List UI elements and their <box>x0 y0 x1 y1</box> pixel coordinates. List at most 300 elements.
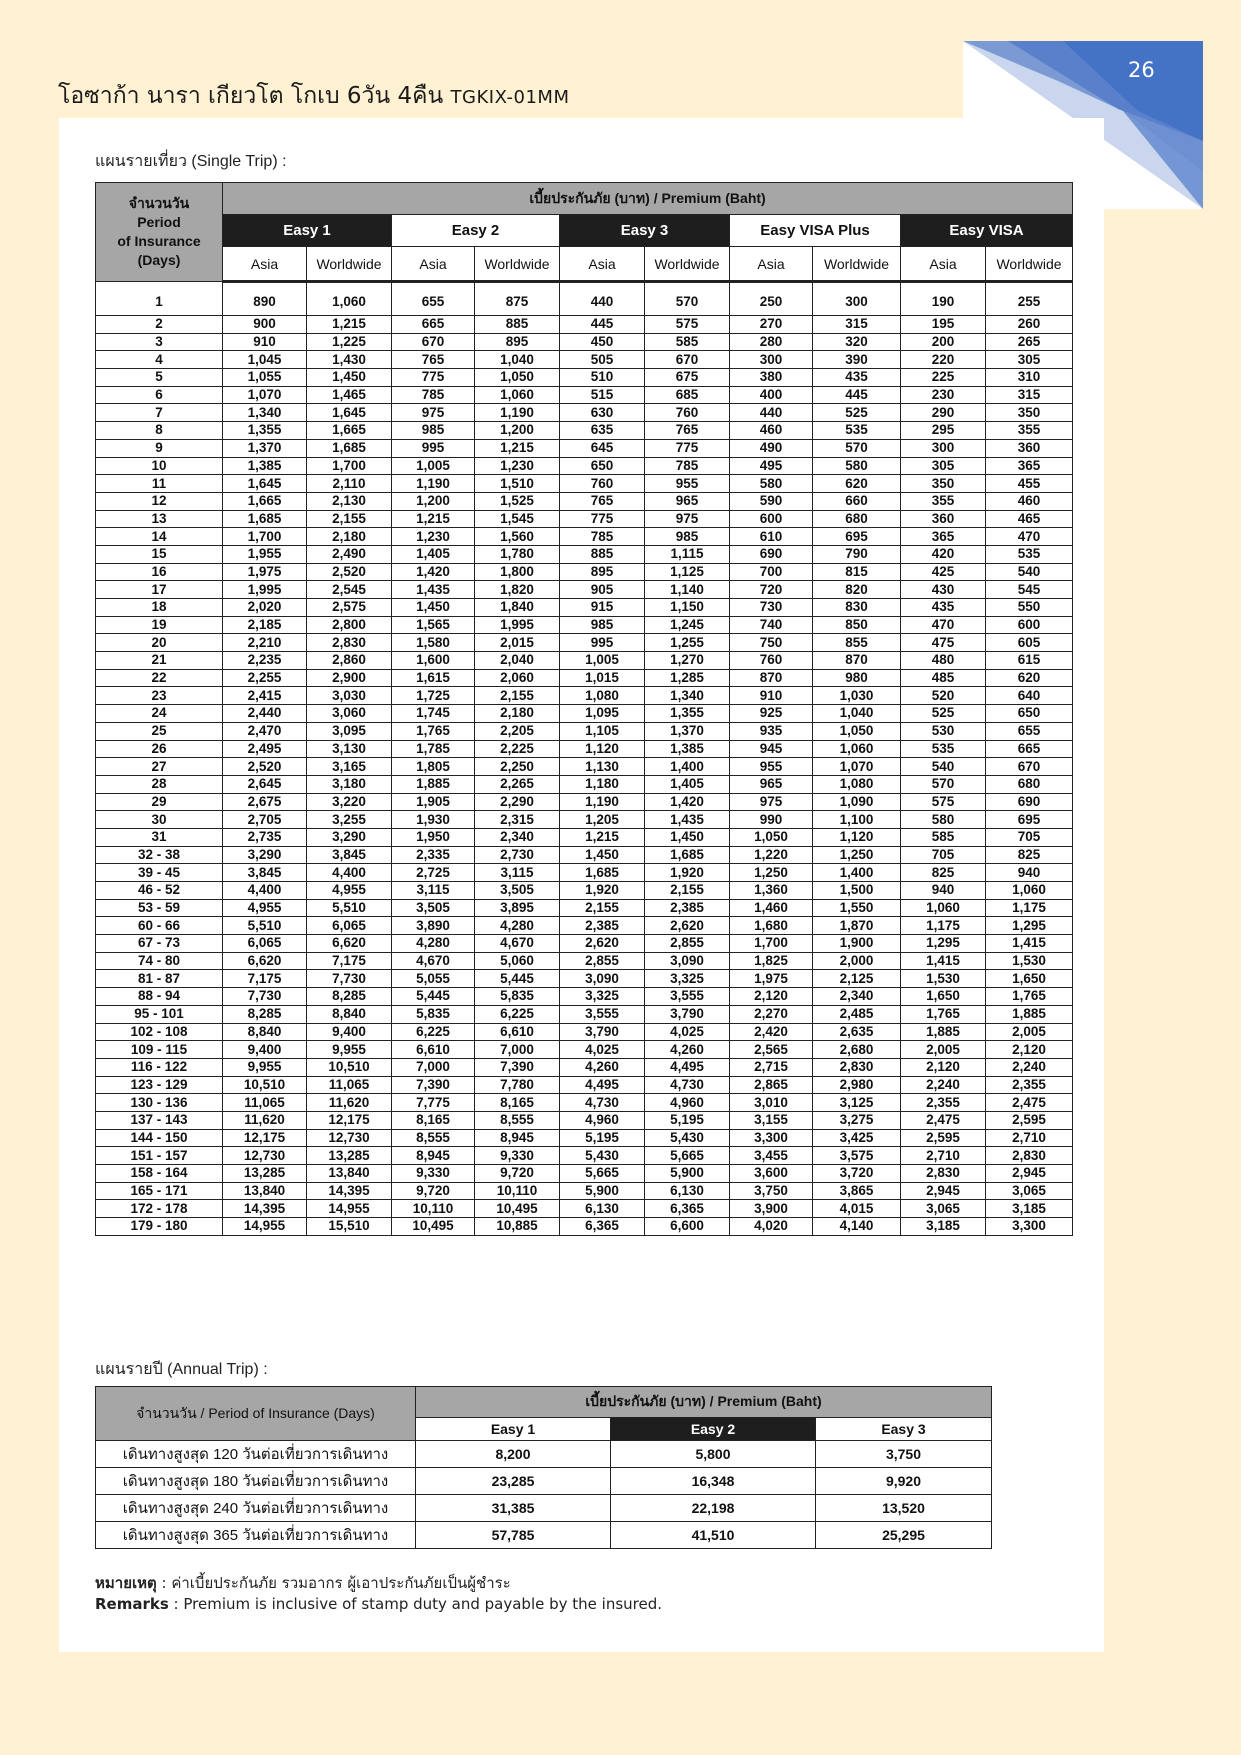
premium-cell: 11,065 <box>223 1094 307 1112</box>
premium-cell: 435 <box>901 599 986 617</box>
premium-cell: 1,665 <box>223 492 307 510</box>
period-cell: 19 <box>96 616 223 634</box>
premium-cell: 2,355 <box>901 1094 986 1112</box>
premium-cell: 1,180 <box>560 775 645 793</box>
premium-cell: 980 <box>813 669 901 687</box>
premium-cell: 300 <box>901 439 986 457</box>
premium-cell: 420 <box>901 545 986 563</box>
premium-cell: 230 <box>901 386 986 404</box>
period-cell: 165 - 171 <box>96 1182 223 1200</box>
premium-cell: 7,390 <box>392 1076 475 1094</box>
premium-cell: 8,840 <box>223 1023 307 1041</box>
premium-cell: 2,490 <box>307 545 392 563</box>
premium-cell: 8,165 <box>392 1111 475 1129</box>
period-cell: 5 <box>96 369 223 387</box>
premium-cell: 1,090 <box>813 793 901 811</box>
premium-cell: 1,885 <box>901 1023 986 1041</box>
plan-header: Easy VISA <box>901 215 1073 247</box>
premium-cell: 4,280 <box>392 935 475 953</box>
table-row <box>96 1041 1073 1059</box>
premium-cell: 3,325 <box>560 988 645 1006</box>
period-cell: 81 - 87 <box>96 970 223 988</box>
period-cell: 6 <box>96 386 223 404</box>
table-row <box>96 917 1073 935</box>
premium-cell: 1,190 <box>475 404 560 422</box>
annual-trip-title: แผนรายปี (Annual Trip) : <box>95 1361 268 1378</box>
premium-cell: 355 <box>901 492 986 510</box>
table-row <box>96 1182 1073 1200</box>
premium-cell: 975 <box>730 793 813 811</box>
premium-cell: 315 <box>986 386 1073 404</box>
period-cell: 60 - 66 <box>96 917 223 935</box>
premium-cell: 1,995 <box>475 616 560 634</box>
period-cell: 30 <box>96 811 223 829</box>
premium-cell: 6,600 <box>645 1218 730 1236</box>
premium-cell: 11,620 <box>307 1094 392 1112</box>
premium-cell: 305 <box>901 457 986 475</box>
period-cell: 102 - 108 <box>96 1023 223 1041</box>
premium-cell: 455 <box>986 475 1073 493</box>
premium-cell: 1,650 <box>901 988 986 1006</box>
premium-cell: 1,580 <box>392 634 475 652</box>
premium-cell: 645 <box>560 439 645 457</box>
premium-cell: 1,370 <box>645 722 730 740</box>
premium-cell: 4,730 <box>645 1076 730 1094</box>
premium-cell: 4,955 <box>223 899 307 917</box>
premium-cell: 1,230 <box>475 457 560 475</box>
region-header-worldwide: Worldwide <box>645 247 730 282</box>
premium-cell: 475 <box>901 634 986 652</box>
premium-cell: 535 <box>813 422 901 440</box>
premium-cell: 945 <box>730 740 813 758</box>
premium-cell: 460 <box>730 422 813 440</box>
premium-cell: 600 <box>986 616 1073 634</box>
premium-cell: 305 <box>986 351 1073 369</box>
premium-cell: 3,900 <box>730 1200 813 1218</box>
premium-cell: 2,710 <box>901 1147 986 1165</box>
table-row <box>96 669 1073 687</box>
period-cell: 4 <box>96 351 223 369</box>
premium-cell: 2,705 <box>223 811 307 829</box>
premium-cell: 1,955 <box>223 545 307 563</box>
premium-cell: 825 <box>901 864 986 882</box>
table-row <box>96 528 1073 546</box>
table-row <box>96 386 1073 404</box>
table-row <box>96 1441 992 1468</box>
premium-cell: 1,685 <box>645 846 730 864</box>
premium-cell: 1,920 <box>645 864 730 882</box>
premium-cell: 540 <box>986 563 1073 581</box>
premium-cell: 9,955 <box>223 1058 307 1076</box>
premium-cell: 7,780 <box>475 1076 560 1094</box>
premium-cell: 995 <box>560 634 645 652</box>
premium-cell: 1,175 <box>986 899 1073 917</box>
premium-cell: 1,725 <box>392 687 475 705</box>
table-row <box>96 1165 1073 1183</box>
premium-cell: 3,220 <box>307 793 392 811</box>
premium-cell: 1,785 <box>392 740 475 758</box>
premium-cell: 815 <box>813 563 901 581</box>
premium-cell: 1,355 <box>223 422 307 440</box>
premium-cell: 9,330 <box>475 1147 560 1165</box>
period-cell: 109 - 115 <box>96 1041 223 1059</box>
premium-cell: 2,155 <box>560 899 645 917</box>
annual-plan-header: Easy 3 <box>816 1418 992 1441</box>
premium-cell: 10,885 <box>475 1218 560 1236</box>
premium-cell: 765 <box>645 422 730 440</box>
premium-cell: 5,835 <box>392 1005 475 1023</box>
premium-cell: 6,225 <box>475 1005 560 1023</box>
premium-cell: 670 <box>986 758 1073 776</box>
premium-cell: 7,000 <box>475 1041 560 1059</box>
premium-cell: 3,790 <box>560 1023 645 1041</box>
table-row <box>96 775 1073 793</box>
premium-cell: 2,800 <box>307 616 392 634</box>
premium-cell: 1,450 <box>307 369 392 387</box>
annual-premium-cell: 3,750 <box>816 1441 992 1468</box>
premium-cell: 7,730 <box>307 970 392 988</box>
premium-cell: 10,510 <box>307 1058 392 1076</box>
period-cell: 14 <box>96 528 223 546</box>
period-cell: 20 <box>96 634 223 652</box>
premium-cell: 1,105 <box>560 722 645 740</box>
premium-cell: 655 <box>392 282 475 316</box>
premium-cell: 1,900 <box>813 935 901 953</box>
premium-cell: 8,165 <box>475 1094 560 1112</box>
table-row <box>96 793 1073 811</box>
premium-cell: 2,855 <box>645 935 730 953</box>
premium-cell: 2,120 <box>986 1041 1073 1059</box>
premium-cell: 640 <box>986 687 1073 705</box>
premium-cell: 2,385 <box>645 899 730 917</box>
premium-cell: 1,385 <box>645 740 730 758</box>
premium-cell: 3,255 <box>307 811 392 829</box>
premium-cell: 1,405 <box>645 775 730 793</box>
premium-cell: 4,140 <box>813 1218 901 1236</box>
premium-cell: 2,495 <box>223 740 307 758</box>
premium-cell: 2,005 <box>986 1023 1073 1041</box>
premium-cell: 1,060 <box>901 899 986 917</box>
premium-cell: 5,445 <box>392 988 475 1006</box>
premium-cell: 7,175 <box>307 952 392 970</box>
table-row <box>96 616 1073 634</box>
premium-cell: 870 <box>813 652 901 670</box>
premium-cell: 350 <box>901 475 986 493</box>
premium-cell: 3,325 <box>645 970 730 988</box>
premium-cell: 2,545 <box>307 581 392 599</box>
premium-cell: 380 <box>730 369 813 387</box>
premium-cell: 350 <box>986 404 1073 422</box>
tour-code: TGKIX-01MM <box>450 87 570 108</box>
premium-cell: 360 <box>901 510 986 528</box>
premium-cell: 5,195 <box>560 1129 645 1147</box>
premium-cell: 1,565 <box>392 616 475 634</box>
premium-cell: 2,000 <box>813 952 901 970</box>
premium-cell: 635 <box>560 422 645 440</box>
premium-cell: 2,860 <box>307 652 392 670</box>
premium-cell: 14,955 <box>307 1200 392 1218</box>
premium-cell: 1,870 <box>813 917 901 935</box>
premium-cell: 1,215 <box>560 828 645 846</box>
premium-cell: 3,720 <box>813 1165 901 1183</box>
premium-cell: 5,430 <box>645 1129 730 1147</box>
premium-cell: 1,100 <box>813 811 901 829</box>
premium-cell: 7,390 <box>475 1058 560 1076</box>
premium-cell: 990 <box>730 811 813 829</box>
table-row <box>96 1058 1073 1076</box>
premium-cell: 11,620 <box>223 1111 307 1129</box>
premium-header: เบี้ยประกันภัย (บาท) / Premium (Baht) <box>223 183 1073 215</box>
premium-cell: 550 <box>986 599 1073 617</box>
premium-cell: 3,425 <box>813 1129 901 1147</box>
premium-cell: 4,960 <box>645 1094 730 1112</box>
premium-cell: 6,225 <box>392 1023 475 1041</box>
premium-cell: 435 <box>813 369 901 387</box>
premium-cell: 1,285 <box>645 669 730 687</box>
premium-cell: 270 <box>730 316 813 334</box>
annual-premium-cell: 31,385 <box>416 1495 611 1522</box>
premium-cell: 1,685 <box>307 439 392 457</box>
premium-cell: 775 <box>392 369 475 387</box>
premium-cell: 3,455 <box>730 1147 813 1165</box>
premium-cell: 1,340 <box>645 687 730 705</box>
premium-cell: 610 <box>730 528 813 546</box>
premium-cell: 1,190 <box>392 475 475 493</box>
period-cell: 24 <box>96 705 223 723</box>
premium-cell: 940 <box>986 864 1073 882</box>
plan-header: Easy VISA Plus <box>730 215 901 247</box>
premium-cell: 480 <box>901 652 986 670</box>
table-row <box>96 599 1073 617</box>
premium-cell: 580 <box>730 475 813 493</box>
table-row <box>96 282 1073 316</box>
premium-cell: 2,315 <box>475 811 560 829</box>
premium-cell: 1,200 <box>475 422 560 440</box>
premium-cell: 1,415 <box>901 952 986 970</box>
period-cell: 53 - 59 <box>96 899 223 917</box>
premium-cell: 3,130 <box>307 740 392 758</box>
plan-header: Easy 1 <box>223 215 392 247</box>
premium-cell: 1,885 <box>986 1005 1073 1023</box>
page-title <box>58 78 569 114</box>
annual-trip-table <box>95 1386 992 1549</box>
premium-cell: 1,005 <box>560 652 645 670</box>
period-header-line1: Period <box>137 214 181 230</box>
period-cell: 130 - 136 <box>96 1094 223 1112</box>
table-row <box>96 1076 1073 1094</box>
period-cell: 123 - 129 <box>96 1076 223 1094</box>
premium-cell: 2,155 <box>475 687 560 705</box>
period-header <box>96 183 223 282</box>
premium-cell: 580 <box>813 457 901 475</box>
remarks-en <box>95 1594 662 1615</box>
premium-cell: 3,505 <box>392 899 475 917</box>
premium-cell: 14,955 <box>223 1218 307 1236</box>
premium-cell: 2,335 <box>392 846 475 864</box>
premium-cell: 1,225 <box>307 333 392 351</box>
premium-cell: 400 <box>730 386 813 404</box>
premium-cell: 850 <box>813 616 901 634</box>
premium-cell: 4,020 <box>730 1218 813 1236</box>
premium-cell: 2,255 <box>223 669 307 687</box>
premium-cell: 8,945 <box>475 1129 560 1147</box>
premium-cell: 675 <box>645 369 730 387</box>
premium-cell: 425 <box>901 563 986 581</box>
premium-cell: 4,670 <box>392 952 475 970</box>
premium-cell: 1,120 <box>560 740 645 758</box>
premium-cell: 10,110 <box>475 1182 560 1200</box>
premium-cell: 1,420 <box>392 563 475 581</box>
premium-cell: 685 <box>645 386 730 404</box>
premium-cell: 2,470 <box>223 722 307 740</box>
premium-cell: 3,065 <box>986 1182 1073 1200</box>
premium-cell: 750 <box>730 634 813 652</box>
premium-cell: 885 <box>475 316 560 334</box>
premium-cell: 2,595 <box>901 1129 986 1147</box>
premium-cell: 4,280 <box>475 917 560 935</box>
period-cell: 3 <box>96 333 223 351</box>
premium-cell: 1,125 <box>645 563 730 581</box>
premium-cell: 740 <box>730 616 813 634</box>
period-cell: 15 <box>96 545 223 563</box>
premium-cell: 2,210 <box>223 634 307 652</box>
premium-cell: 3,060 <box>307 705 392 723</box>
premium-cell: 3,010 <box>730 1094 813 1112</box>
premium-cell: 13,285 <box>307 1147 392 1165</box>
premium-cell: 1,230 <box>392 528 475 546</box>
premium-cell: 1,650 <box>986 970 1073 988</box>
period-cell: 13 <box>96 510 223 528</box>
premium-cell: 2,270 <box>730 1005 813 1023</box>
premium-cell: 895 <box>475 333 560 351</box>
premium-cell: 1,050 <box>730 828 813 846</box>
region-header-asia: Asia <box>392 247 475 282</box>
premium-cell: 13,840 <box>223 1182 307 1200</box>
premium-cell: 995 <box>392 439 475 457</box>
premium-cell: 2,620 <box>645 917 730 935</box>
premium-cell: 15,510 <box>307 1218 392 1236</box>
premium-cell: 2,865 <box>730 1076 813 1094</box>
premium-cell: 2,235 <box>223 652 307 670</box>
premium-cell: 220 <box>901 351 986 369</box>
premium-cell: 1,040 <box>813 705 901 723</box>
premium-cell: 1,115 <box>645 545 730 563</box>
premium-cell: 4,670 <box>475 935 560 953</box>
premium-cell: 1,550 <box>813 899 901 917</box>
premium-cell: 9,720 <box>475 1165 560 1183</box>
premium-cell: 9,955 <box>307 1041 392 1059</box>
premium-cell: 1,370 <box>223 439 307 457</box>
premium-cell: 765 <box>560 492 645 510</box>
premium-cell: 630 <box>560 404 645 422</box>
premium-cell: 14,395 <box>223 1200 307 1218</box>
annual-period-cell: เดินทางสูงสุด 240 วันต่อเที่ยวการเดินทาง <box>96 1495 416 1522</box>
premium-cell: 2,635 <box>813 1023 901 1041</box>
premium-cell: 3,165 <box>307 758 392 776</box>
premium-cell: 1,450 <box>645 828 730 846</box>
premium-cell: 1,765 <box>392 722 475 740</box>
premium-cell: 200 <box>901 333 986 351</box>
premium-cell: 1,950 <box>392 828 475 846</box>
premium-cell: 7,775 <box>392 1094 475 1112</box>
premium-cell: 5,835 <box>475 988 560 1006</box>
premium-cell: 1,385 <box>223 457 307 475</box>
premium-cell: 4,400 <box>223 882 307 900</box>
premium-cell: 535 <box>901 740 986 758</box>
table-row <box>96 457 1073 475</box>
table-row <box>96 422 1073 440</box>
premium-cell: 1,560 <box>475 528 560 546</box>
table-row <box>96 1468 992 1495</box>
premium-cell: 665 <box>392 316 475 334</box>
table-row <box>96 1200 1073 1218</box>
premium-cell: 985 <box>645 528 730 546</box>
premium-cell: 695 <box>986 811 1073 829</box>
period-cell: 116 - 122 <box>96 1058 223 1076</box>
table-row <box>96 652 1073 670</box>
period-cell: 31 <box>96 828 223 846</box>
premium-cell: 6,620 <box>223 952 307 970</box>
premium-cell: 5,510 <box>307 899 392 917</box>
premium-cell: 1,295 <box>986 917 1073 935</box>
premium-cell: 1,150 <box>645 599 730 617</box>
premium-cell: 910 <box>223 333 307 351</box>
single-trip-title: แผนรายเที่ยว (Single Trip) : <box>95 153 287 170</box>
premium-cell: 1,340 <box>223 404 307 422</box>
remarks-thai <box>95 1573 662 1594</box>
premium-cell: 1,060 <box>986 882 1073 900</box>
premium-cell: 2,520 <box>307 563 392 581</box>
annual-premium-cell: 41,510 <box>611 1522 816 1549</box>
premium-cell: 1,765 <box>901 1005 986 1023</box>
premium-cell: 2,205 <box>475 722 560 740</box>
premium-cell: 1,130 <box>560 758 645 776</box>
premium-cell: 515 <box>560 386 645 404</box>
premium-cell: 9,720 <box>392 1182 475 1200</box>
premium-cell: 975 <box>645 510 730 528</box>
annual-premium-cell: 8,200 <box>416 1441 611 1468</box>
table-row <box>96 404 1073 422</box>
premium-cell: 985 <box>560 616 645 634</box>
premium-cell: 280 <box>730 333 813 351</box>
premium-cell: 935 <box>730 722 813 740</box>
premium-cell: 6,365 <box>645 1200 730 1218</box>
premium-cell: 2,830 <box>307 634 392 652</box>
premium-cell: 2,575 <box>307 599 392 617</box>
premium-cell: 1,820 <box>475 581 560 599</box>
premium-cell: 1,975 <box>730 970 813 988</box>
premium-cell: 465 <box>986 510 1073 528</box>
period-cell: 7 <box>96 404 223 422</box>
period-cell: 32 - 38 <box>96 846 223 864</box>
premium-cell: 3,275 <box>813 1111 901 1129</box>
premium-cell: 1,450 <box>560 846 645 864</box>
single-trip-table <box>95 182 1073 1236</box>
region-header-asia: Asia <box>901 247 986 282</box>
region-header-asia: Asia <box>730 247 813 282</box>
table-row <box>96 369 1073 387</box>
table-row <box>96 510 1073 528</box>
premium-cell: 650 <box>560 457 645 475</box>
premium-cell: 4,025 <box>645 1023 730 1041</box>
premium-cell: 1,040 <box>475 351 560 369</box>
premium-cell: 2,945 <box>986 1165 1073 1183</box>
premium-cell: 3,115 <box>392 882 475 900</box>
premium-cell: 9,400 <box>223 1041 307 1059</box>
premium-cell: 1,140 <box>645 581 730 599</box>
premium-cell: 10,110 <box>392 1200 475 1218</box>
premium-cell: 1,700 <box>307 457 392 475</box>
